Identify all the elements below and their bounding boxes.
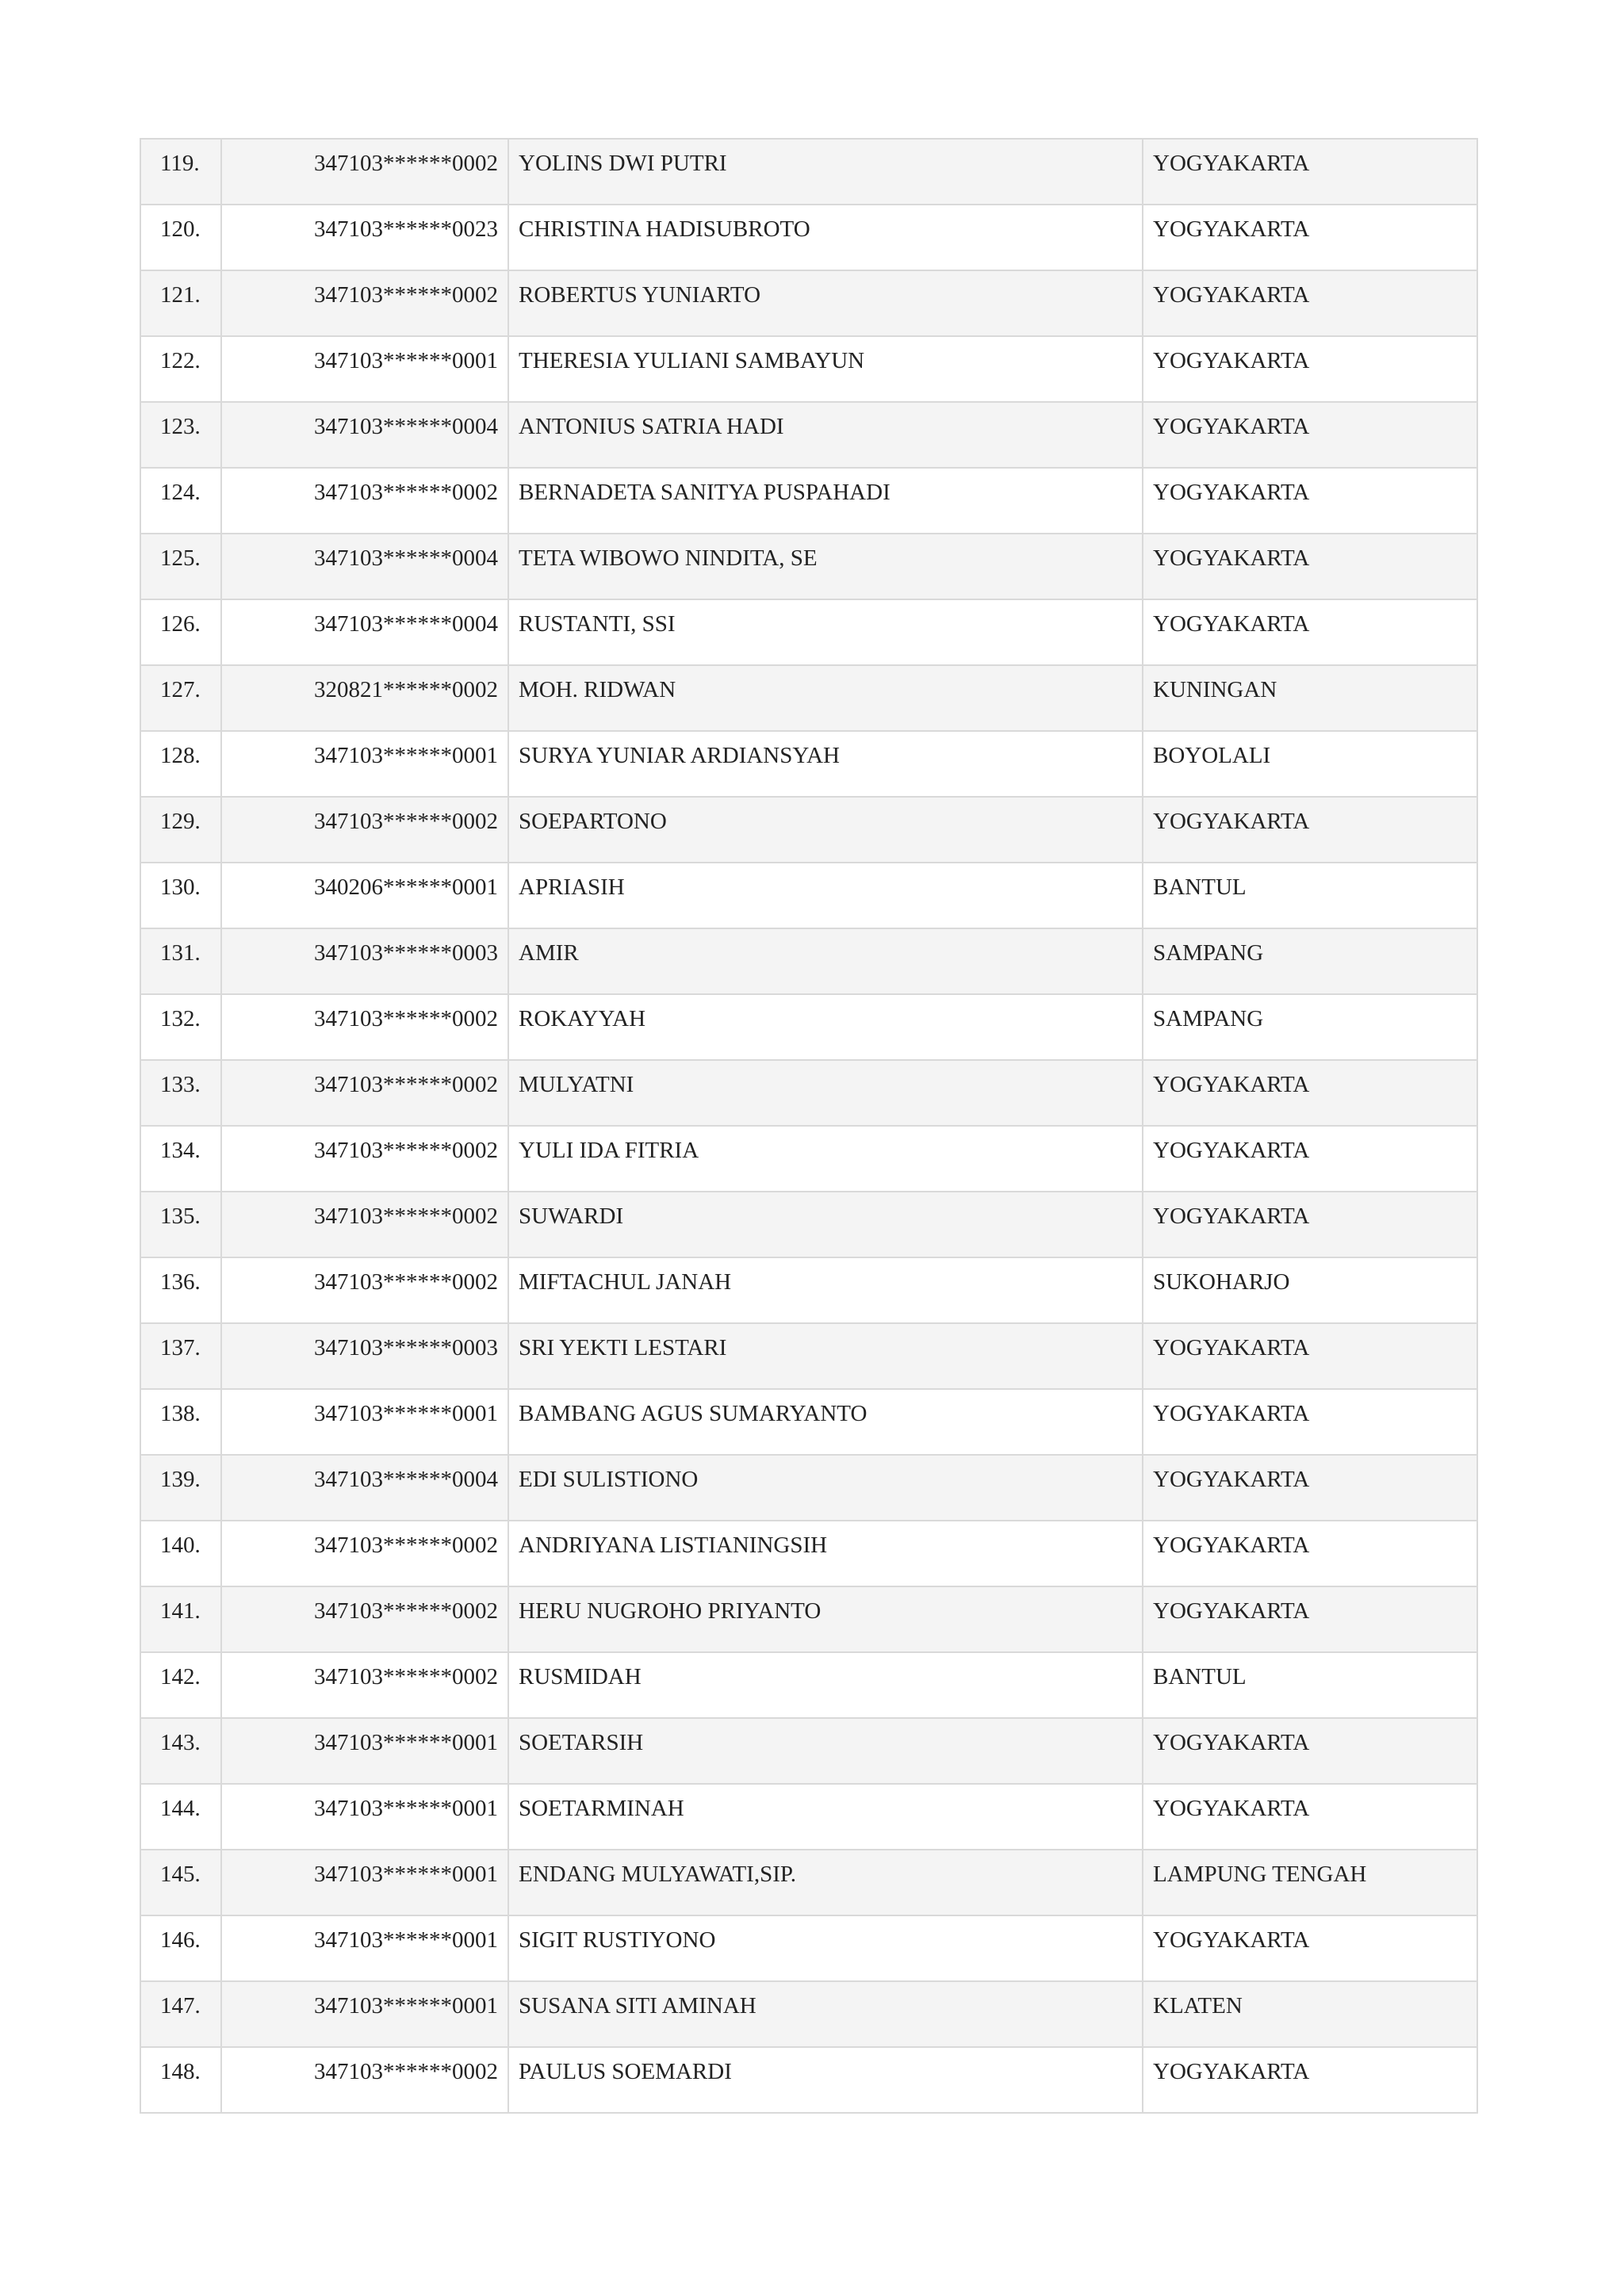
table-row (140, 1850, 1477, 1915)
nik-cell: 347103******0002 (221, 1126, 508, 1192)
city-cell: YOGYAKARTA (1143, 599, 1477, 665)
table-row (140, 468, 1477, 534)
row-number-cell: 136. (140, 1257, 221, 1323)
city-cell: SAMPANG (1143, 928, 1477, 994)
nik-cell: 347103******0002 (221, 1521, 508, 1586)
row-number-cell: 139. (140, 1455, 221, 1521)
row-number-cell: 119. (140, 139, 221, 205)
nik-cell: 347103******0004 (221, 1455, 508, 1521)
city-cell: BOYOLALI (1143, 731, 1477, 797)
nik-cell: 347103******0002 (221, 994, 508, 1060)
nik-cell: 347103******0003 (221, 1323, 508, 1389)
row-number-cell: 142. (140, 1652, 221, 1718)
nik-cell: 347103******0002 (221, 1257, 508, 1323)
name-cell: SOETARMINAH (508, 1784, 1143, 1850)
table-row (140, 1060, 1477, 1126)
table-row (140, 1521, 1477, 1586)
city-cell: YOGYAKARTA (1143, 270, 1477, 336)
name-cell: SRI YEKTI LESTARI (508, 1323, 1143, 1389)
city-cell: YOGYAKARTA (1143, 1060, 1477, 1126)
name-cell: PAULUS SOEMARDI (508, 2047, 1143, 2113)
city-cell: YOGYAKARTA (1143, 468, 1477, 534)
name-cell: SUWARDI (508, 1192, 1143, 1257)
city-cell: LAMPUNG TENGAH (1143, 1850, 1477, 1915)
nik-cell: 320821******0002 (221, 665, 508, 731)
city-cell: BANTUL (1143, 1652, 1477, 1718)
city-cell: YOGYAKARTA (1143, 402, 1477, 468)
nik-cell: 347103******0002 (221, 797, 508, 863)
table-row (140, 1981, 1477, 2047)
row-number-cell: 143. (140, 1718, 221, 1784)
table-row (140, 2047, 1477, 2113)
table-row (140, 205, 1477, 270)
table-row (140, 1455, 1477, 1521)
row-number-cell: 144. (140, 1784, 221, 1850)
row-number-cell: 129. (140, 797, 221, 863)
table-row (140, 1323, 1477, 1389)
city-cell: YOGYAKARTA (1143, 797, 1477, 863)
nik-cell: 347103******0001 (221, 1850, 508, 1915)
nik-cell: 347103******0001 (221, 336, 508, 402)
table-row (140, 534, 1477, 599)
nik-cell: 347103******0002 (221, 1192, 508, 1257)
city-cell: YOGYAKARTA (1143, 1718, 1477, 1784)
name-cell: YULI IDA FITRIA (508, 1126, 1143, 1192)
row-number-cell: 133. (140, 1060, 221, 1126)
name-cell: SOEPARTONO (508, 797, 1143, 863)
row-number-cell: 148. (140, 2047, 221, 2113)
table-row (140, 139, 1477, 205)
nik-cell: 347103******0004 (221, 402, 508, 468)
row-number-cell: 145. (140, 1850, 221, 1915)
table-row (140, 1257, 1477, 1323)
name-cell: RUSTANTI, SSI (508, 599, 1143, 665)
city-cell: YOGYAKARTA (1143, 534, 1477, 599)
name-cell: ANTONIUS SATRIA HADI (508, 402, 1143, 468)
row-number-cell: 121. (140, 270, 221, 336)
nik-cell: 347103******0023 (221, 205, 508, 270)
nik-cell: 347103******0003 (221, 928, 508, 994)
city-cell: YOGYAKARTA (1143, 205, 1477, 270)
city-cell: BANTUL (1143, 863, 1477, 928)
voter-list-body (140, 139, 1477, 2113)
nik-cell: 340206******0001 (221, 863, 508, 928)
row-number-cell: 124. (140, 468, 221, 534)
city-cell: YOGYAKARTA (1143, 1521, 1477, 1586)
name-cell: BAMBANG AGUS SUMARYANTO (508, 1389, 1143, 1455)
name-cell: MIFTACHUL JANAH (508, 1257, 1143, 1323)
row-number-cell: 127. (140, 665, 221, 731)
table-row (140, 994, 1477, 1060)
table-row (140, 731, 1477, 797)
row-number-cell: 131. (140, 928, 221, 994)
nik-cell: 347103******0002 (221, 2047, 508, 2113)
name-cell: SOETARSIH (508, 1718, 1143, 1784)
nik-cell: 347103******0002 (221, 1586, 508, 1652)
row-number-cell: 141. (140, 1586, 221, 1652)
name-cell: SUSANA SITI AMINAH (508, 1981, 1143, 2047)
name-cell: HERU NUGROHO PRIYANTO (508, 1586, 1143, 1652)
table-row (140, 1192, 1477, 1257)
table-row (140, 599, 1477, 665)
table-row (140, 665, 1477, 731)
row-number-cell: 135. (140, 1192, 221, 1257)
row-number-cell: 123. (140, 402, 221, 468)
name-cell: ROBERTUS YUNIARTO (508, 270, 1143, 336)
nik-cell: 347103******0001 (221, 1784, 508, 1850)
city-cell: KLATEN (1143, 1981, 1477, 2047)
row-number-cell: 138. (140, 1389, 221, 1455)
city-cell: YOGYAKARTA (1143, 1389, 1477, 1455)
row-number-cell: 137. (140, 1323, 221, 1389)
nik-cell: 347103******0001 (221, 1718, 508, 1784)
nik-cell: 347103******0002 (221, 270, 508, 336)
row-number-cell: 130. (140, 863, 221, 928)
name-cell: ROKAYYAH (508, 994, 1143, 1060)
name-cell: SURYA YUNIAR ARDIANSYAH (508, 731, 1143, 797)
row-number-cell: 126. (140, 599, 221, 665)
table-row (140, 863, 1477, 928)
name-cell: AMIR (508, 928, 1143, 994)
table-row (140, 1652, 1477, 1718)
nik-cell: 347103******0004 (221, 534, 508, 599)
table-row (140, 1784, 1477, 1850)
row-number-cell: 146. (140, 1915, 221, 1981)
city-cell: YOGYAKARTA (1143, 336, 1477, 402)
city-cell: YOGYAKARTA (1143, 139, 1477, 205)
nik-cell: 347103******0002 (221, 139, 508, 205)
name-cell: TETA WIBOWO NINDITA, SE (508, 534, 1143, 599)
city-cell: YOGYAKARTA (1143, 1455, 1477, 1521)
nik-cell: 347103******0002 (221, 468, 508, 534)
nik-cell: 347103******0001 (221, 1915, 508, 1981)
table-row (140, 336, 1477, 402)
row-number-cell: 128. (140, 731, 221, 797)
table-row (140, 402, 1477, 468)
nik-cell: 347103******0001 (221, 1981, 508, 2047)
city-cell: SAMPANG (1143, 994, 1477, 1060)
nik-cell: 347103******0002 (221, 1652, 508, 1718)
row-number-cell: 120. (140, 205, 221, 270)
city-cell: SUKOHARJO (1143, 1257, 1477, 1323)
nik-cell: 347103******0004 (221, 599, 508, 665)
table-row (140, 1718, 1477, 1784)
city-cell: YOGYAKARTA (1143, 1126, 1477, 1192)
city-cell: YOGYAKARTA (1143, 1784, 1477, 1850)
table-row (140, 1126, 1477, 1192)
city-cell: YOGYAKARTA (1143, 1915, 1477, 1981)
nik-cell: 347103******0002 (221, 1060, 508, 1126)
table-row (140, 1586, 1477, 1652)
name-cell: RUSMIDAH (508, 1652, 1143, 1718)
table-row (140, 1915, 1477, 1981)
table-row (140, 1389, 1477, 1455)
name-cell: MOH. RIDWAN (508, 665, 1143, 731)
city-cell: YOGYAKARTA (1143, 1192, 1477, 1257)
city-cell: YOGYAKARTA (1143, 1323, 1477, 1389)
row-number-cell: 132. (140, 994, 221, 1060)
row-number-cell: 125. (140, 534, 221, 599)
name-cell: MULYATNI (508, 1060, 1143, 1126)
city-cell: KUNINGAN (1143, 665, 1477, 731)
row-number-cell: 122. (140, 336, 221, 402)
name-cell: THERESIA YULIANI SAMBAYUN (508, 336, 1143, 402)
city-cell: YOGYAKARTA (1143, 1586, 1477, 1652)
table-row (140, 928, 1477, 994)
voter-list-table (140, 138, 1478, 2114)
city-cell: YOGYAKARTA (1143, 2047, 1477, 2113)
name-cell: APRIASIH (508, 863, 1143, 928)
name-cell: CHRISTINA HADISUBROTO (508, 205, 1143, 270)
nik-cell: 347103******0001 (221, 1389, 508, 1455)
name-cell: EDI SULISTIONO (508, 1455, 1143, 1521)
table-row (140, 270, 1477, 336)
name-cell: ENDANG MULYAWATI,SIP. (508, 1850, 1143, 1915)
row-number-cell: 134. (140, 1126, 221, 1192)
name-cell: BERNADETA SANITYA PUSPAHADI (508, 468, 1143, 534)
table-row (140, 797, 1477, 863)
row-number-cell: 140. (140, 1521, 221, 1586)
row-number-cell: 147. (140, 1981, 221, 2047)
name-cell: ANDRIYANA LISTIANINGSIH (508, 1521, 1143, 1586)
name-cell: YOLINS DWI PUTRI (508, 139, 1143, 205)
name-cell: SIGIT RUSTIYONO (508, 1915, 1143, 1981)
nik-cell: 347103******0001 (221, 731, 508, 797)
